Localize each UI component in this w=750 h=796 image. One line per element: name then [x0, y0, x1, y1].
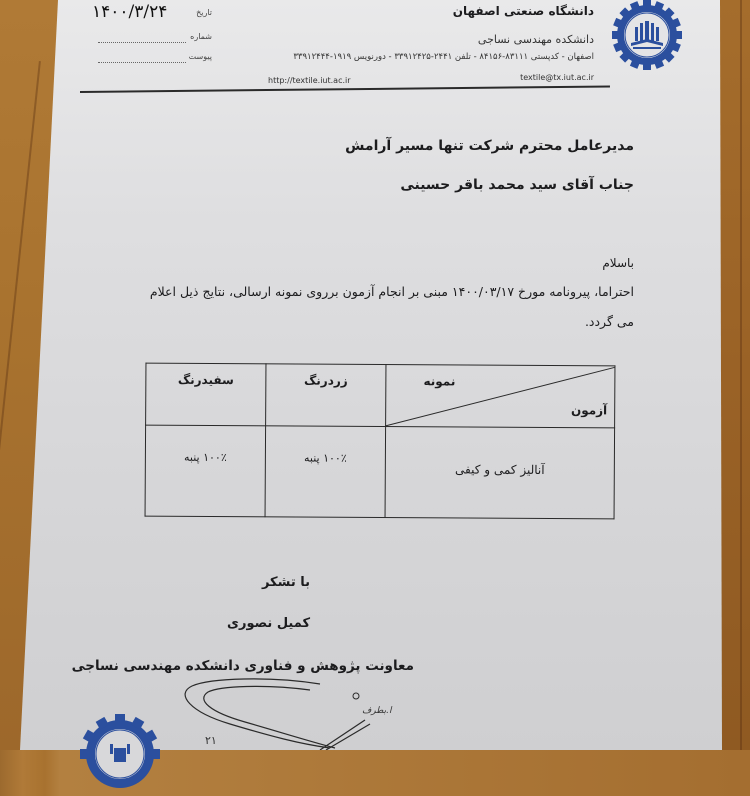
date-field: [92, 2, 212, 24]
attachment-field: [92, 52, 212, 68]
table-header-white: سفیدرنگ: [177, 372, 234, 388]
attachment-label: پیوست: [188, 52, 212, 61]
contact-address: اصفهان - کدپستی ۸۳۱۱۱-۸۴۱۵۶ - تلفن ۲۴۴۱-۳۳۹۱۲۴۲۵ - دورنویس ۱۹۱۹-۳۳۹۱۲۴۴۴: [293, 52, 594, 62]
number-label: شماره: [190, 32, 212, 41]
signer-title: معاونت پژوهش و فناوری دانشکده مهندسی نساجی: [71, 658, 414, 674]
table-cell-white-value: ۱۰۰٪ پنبه: [183, 450, 227, 465]
handwritten-mark: ۲۱: [205, 734, 217, 747]
greeting: باسلام: [602, 256, 634, 270]
email-link[interactable]: textile@tx.iut.ac.ir: [520, 73, 594, 82]
recipient-title: مدیرعامل محترم شرکت تنها مسیر آرامش: [345, 138, 634, 154]
university-stamp-icon: [78, 712, 162, 796]
recipient-name: جناب آقای سید محمد باقر حسینی: [400, 177, 634, 193]
table-row-test-name: آنالیز کمی و کیفی: [455, 462, 545, 478]
number-field: [92, 32, 212, 48]
number-dotted-line: [98, 42, 186, 43]
table-corner-test-label: آزمون: [570, 403, 608, 418]
table-header-yellow: زردرنگ: [303, 373, 348, 388]
results-table: [145, 363, 616, 520]
signer-name: کمیل نصوری: [227, 616, 310, 631]
date-label: تاریخ: [196, 8, 212, 17]
handwritten-note: ا.بطرف: [362, 706, 392, 716]
faculty-name: دانشکده مهندسی نساجی: [477, 33, 594, 46]
wood-grain-line: [740, 0, 742, 750]
body-paragraph-line1: احتراما، پیرونامه مورخ ۱۴۰۰/۰۳/۱۷ مبنی بر انجام آزمون برروی نمونه ارسالی، نتایج ذیل اعلام: [149, 284, 634, 299]
handwritten-signature: [170, 672, 390, 750]
university-name: دانشگاه صنعتی اصفهان: [452, 4, 594, 18]
body-paragraph-line2: می گردد.: [584, 314, 634, 329]
website-link[interactable]: http://textile.iut.ac.ir: [268, 76, 351, 85]
table-corner-sample-label: نمونه: [423, 374, 456, 389]
table-cell-yellow-value: ۱۰۰٪ پنبه: [303, 451, 347, 465]
date-value: ۱۴۰۰/۳/۲۴: [92, 2, 168, 22]
closing-thanks: با تشکر: [261, 575, 310, 590]
attachment-dotted-line: [98, 62, 186, 63]
university-emblem-icon: [610, 0, 684, 70]
